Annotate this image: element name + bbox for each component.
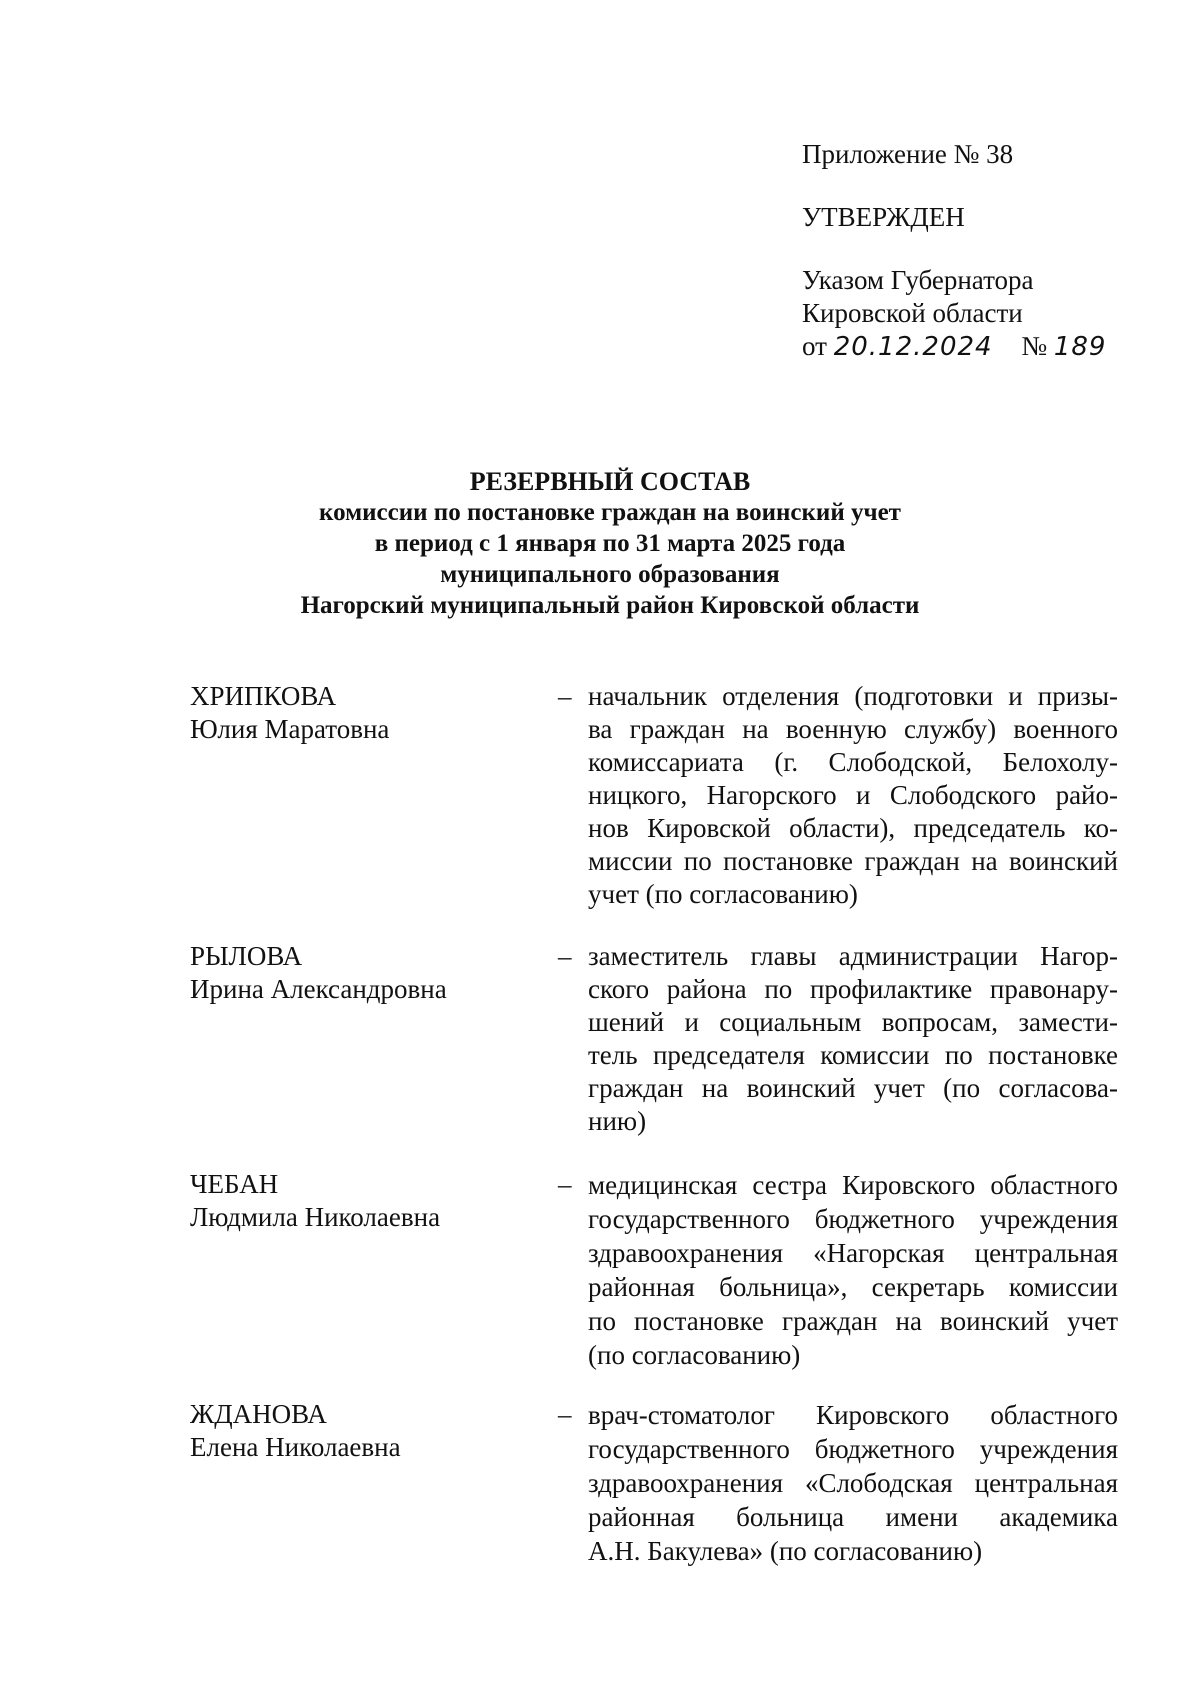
position-line: нию) [588,1106,647,1136]
position-line: начальник отделения (подготовки и призы- [588,681,1118,711]
member-surname: ХРИПКОВА [190,681,337,711]
position-line: нов Кировской области), председатель ко- [588,813,1118,843]
member-given-names: Ирина Александровна [190,974,447,1004]
appendix-number: Приложение № 38 [802,139,1014,169]
member-surname: ЖДАНОВА [190,1399,327,1429]
position-line: тель председателя комиссии по постановке [588,1040,1118,1070]
position-line: шений и социальным вопросам, замести- [588,1007,1118,1037]
position-line: комиссариата (г. Слободской, Белохолу- [588,747,1118,777]
dash-separator: – [558,1399,572,1429]
decree-line-2: Кировской области [802,298,1023,328]
approval-block [802,138,1162,364]
position-line: районная больница имени академика [588,1502,1118,1532]
position-line: ницкого, Нагорского и Слободского райо- [588,780,1118,810]
dash-separator: – [558,1169,572,1199]
title-line-5: Нагорский муниципальный район Кировской области [300,592,920,619]
position-line: заместитель главы администрации Нагор- [588,941,1118,971]
member-surname: ЧЕБАН [190,1169,279,1199]
title-line-1: РЕЗЕРВНЫЙ СОСТАВ [469,467,751,496]
position-line: по постановке граждан на воинский учет [588,1306,1118,1336]
position-line: медицинская сестра Кировского областного [588,1170,1118,1200]
handwritten-number: 189 [1053,332,1107,362]
position-line: учет (по согласованию) [588,879,858,909]
position-line: районная больница», секретарь комиссии [588,1272,1118,1302]
position-line: А.Н. Бакулева» (по согласованию) [588,1536,983,1566]
dash-separator: – [558,941,572,971]
member-given-names: Людмила Николаевна [190,1202,441,1232]
member-position [588,680,1118,911]
position-line: миссии по постановке граждан на воинский [588,846,1118,876]
position-line: государственного бюджетного учреждения [588,1204,1118,1234]
member-name [190,940,520,1006]
member-position [588,940,1118,1138]
member-name [190,680,520,746]
position-line: государственного бюджетного учреждения [588,1434,1118,1464]
decree-line-1: Указом Губернатора [802,265,1034,295]
number-prefix: № [1021,331,1048,361]
handwritten-date: 20.12.2024 [833,332,993,362]
approved-label: УТВЕРЖДЕН [802,202,965,232]
member-name [190,1168,520,1234]
member-given-names: Елена Николаевна [190,1432,401,1462]
position-line: здравоохранения «Слободская центральная [588,1468,1118,1498]
position-line: граждан на воинский учет (по согласова- [588,1073,1118,1103]
member-given-names: Юлия Маратовна [190,714,390,744]
title-line-2: комиссии по постановке граждан на воинский учет [319,499,901,526]
dash-separator: – [558,681,572,711]
decree-date-line [802,330,1162,364]
position-line: ского района по профилактике правонару- [588,974,1118,1004]
position-line: ва граждан на военную службу) военного [588,714,1118,744]
document-title [150,466,1070,621]
position-line: здравоохранения «Нагорская центральная [588,1238,1118,1268]
member-name [190,1398,520,1464]
title-line-4: муниципального образования [440,561,780,588]
position-line: врач-стоматолог Кировского областного [588,1400,1118,1430]
member-position [588,1168,1118,1372]
position-line: (по согласованию) [588,1340,801,1370]
date-prefix: от [802,331,827,361]
member-surname: РЫЛОВА [190,941,303,971]
member-position [588,1398,1118,1568]
title-line-3: в период с 1 января по 31 марта 2025 года [374,530,846,557]
